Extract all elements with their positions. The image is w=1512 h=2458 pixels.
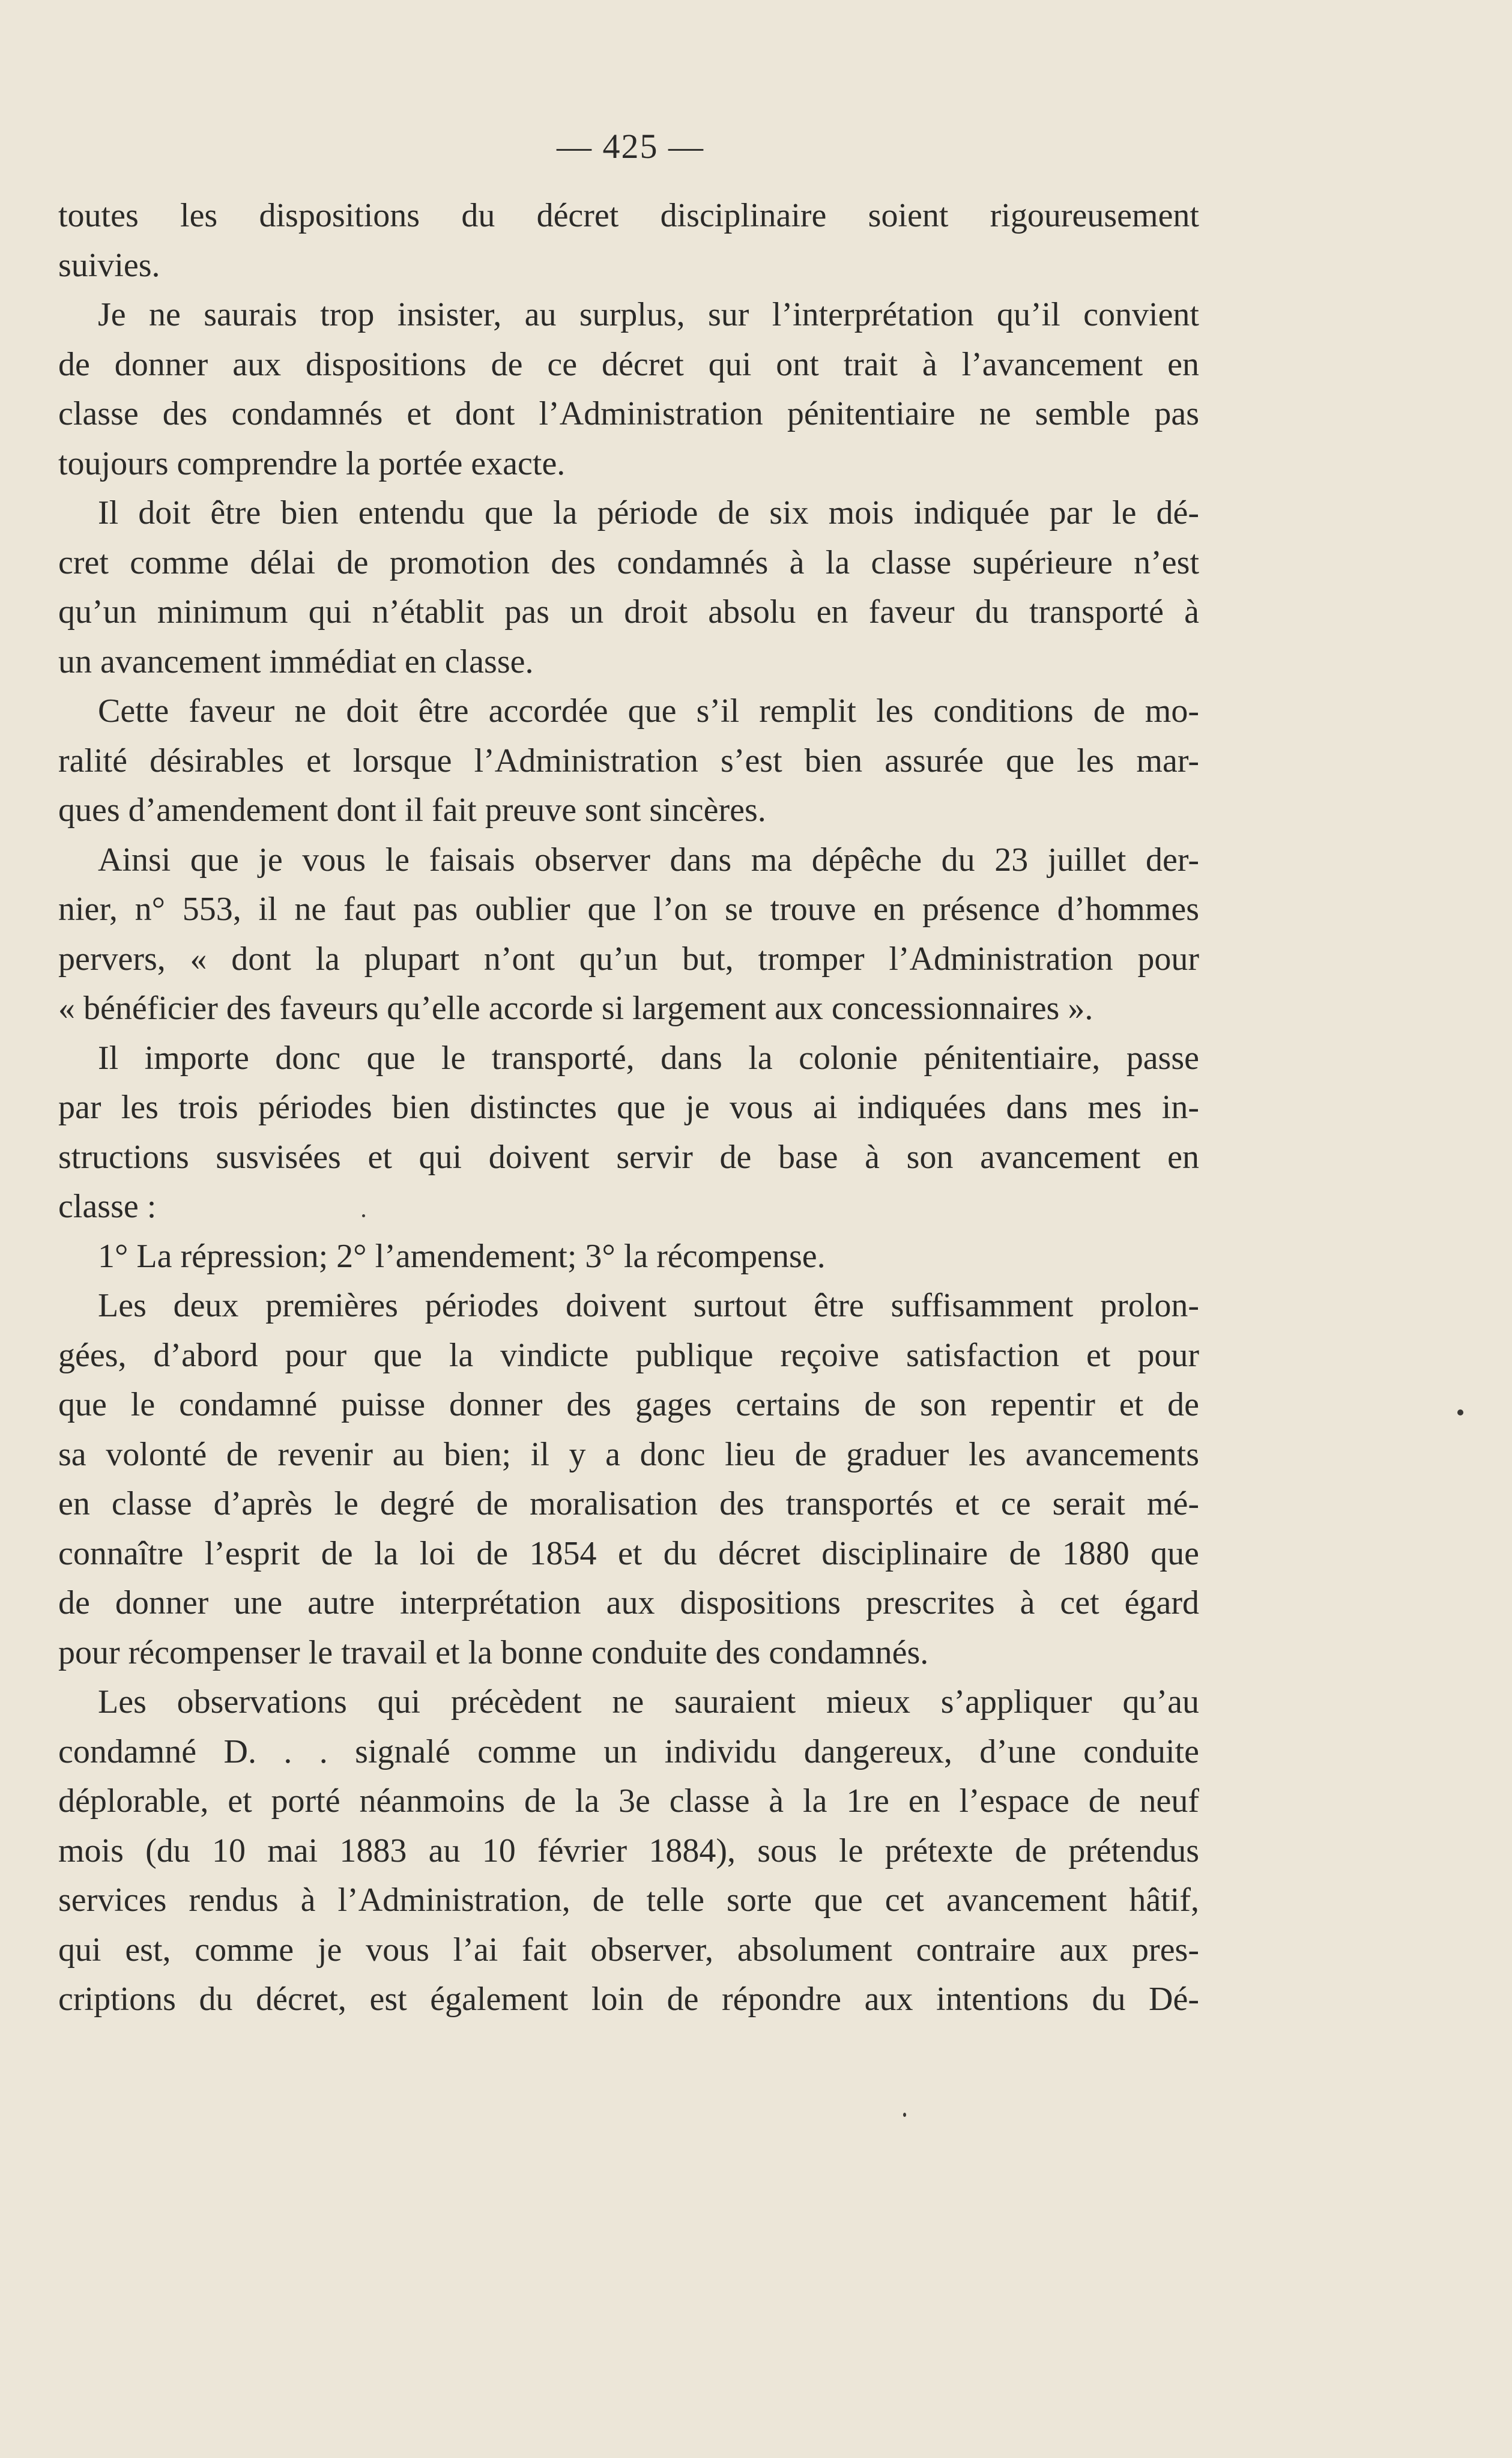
text-line: criptions du décret, est également loin de répondre aux intentions du Dé- <box>58 1981 1199 2018</box>
text-line: « bénéficier des faveurs qu’elle accorde si largement aux concessionnaires ». <box>58 990 1093 1027</box>
text-line: 1° La répression; 2° l’amendement; 3° la récompense. <box>98 1237 826 1275</box>
text-line: par les trois périodes bien distinctes que je vous ai indiquées dans mes in- <box>58 1089 1199 1126</box>
text-line: sa volonté de revenir au bien; il y a donc lieu de graduer les avancements <box>58 1435 1199 1473</box>
text-line: condamné D. . . signalé comme un individu dangereux, d’une conduite <box>58 1733 1199 1770</box>
text-line: gées, d’abord pour que la vindicte publique reçoive satisfaction et pour <box>58 1336 1199 1374</box>
text-line: Il importe donc que le transporté, dans la colonie pénitentiaire, passe <box>98 1039 1199 1077</box>
text-line: déplorable, et porté néanmoins de la 3e classe à la 1re en l’espace de neuf <box>58 1782 1199 1820</box>
text-line: qui est, comme je vous l’ai fait observer, absolument contraire aux pres- <box>58 1931 1199 1969</box>
text-line: mois (du 10 mai 1883 au 10 février 1884), sous le prétexte de prétendus <box>58 1832 1199 1869</box>
text-line: nier, n° 553, il ne faut pas oublier que l’on se trouve en présence d’hommes <box>58 891 1199 928</box>
page-number: — 425 — <box>557 127 704 166</box>
text-line: qu’un minimum qui n’établit pas un droit absolu en faveur du transporté à <box>58 593 1199 631</box>
text-line: Il doit être bien entendu que la période de six mois indiquée par le dé- <box>98 494 1199 531</box>
body-text <box>58 191 1199 2024</box>
ink-speck <box>903 2113 906 2117</box>
text-line: ralité désirables et lorsque l’Administration s’est bien assurée que les mar- <box>58 742 1199 779</box>
text-line: Les deux premières périodes doivent surtout être suffisamment prolon- <box>98 1287 1199 1324</box>
text-line: Cette faveur ne doit être accordée que s’il remplit les conditions de mo- <box>98 692 1199 730</box>
text-line: classe : <box>58 1188 157 1225</box>
text-line: toutes les dispositions du décret disciplinaire soient rigoureusement <box>58 197 1199 234</box>
text-line: un avancement immédiat en classe. <box>58 643 534 680</box>
text-line: suivies. <box>58 246 160 284</box>
text-line: Je ne saurais trop insister, au surplus, sur l’interprétation qu’il convient <box>98 296 1199 333</box>
text-line: Ainsi que je vous le faisais observer dans ma dépêche du 23 juillet der- <box>98 841 1199 879</box>
text-line: cret comme délai de promotion des condamnés à la classe supérieure n’est <box>58 543 1199 581</box>
text-line: pour récompenser le travail et la bonne conduite des condamnés. <box>58 1633 929 1671</box>
text-line: pervers, « dont la plupart n’ont qu’un but, tromper l’Administration pour <box>58 940 1199 978</box>
text-line: Les observations qui précèdent ne sauraient mieux s’appliquer qu’au <box>98 1683 1199 1721</box>
text-line: classe des condamnés et dont l’Administration pénitentiaire ne semble pas <box>58 395 1199 432</box>
text-line: de donner une autre interprétation aux dispositions prescrites à cet égard <box>58 1584 1199 1621</box>
text-line: services rendus à l’Administration, de telle sorte que cet avancement hâtif, <box>58 1881 1199 1919</box>
text-line: toujours comprendre la portée exacte. <box>58 444 566 482</box>
text-line: que le condamné puisse donner des gages certains de son repentir et de <box>58 1386 1199 1423</box>
text-line: en classe d’après le degré de moralisation des transportés et ce serait mé- <box>58 1485 1199 1522</box>
text-line: structions susvisées et qui doivent servir de base à son avancement en <box>58 1138 1199 1176</box>
text-line: connaître l’esprit de la loi de 1854 et du décret disciplinaire de 1880 que <box>58 1534 1199 1572</box>
ink-speck <box>362 1214 365 1217</box>
text-line: ques d’amendement dont il fait preuve sont sincères. <box>58 792 766 829</box>
text-line: de donner aux dispositions de ce décret qui ont trait à l’avancement en <box>58 345 1199 383</box>
ink-speck <box>1457 1409 1463 1415</box>
